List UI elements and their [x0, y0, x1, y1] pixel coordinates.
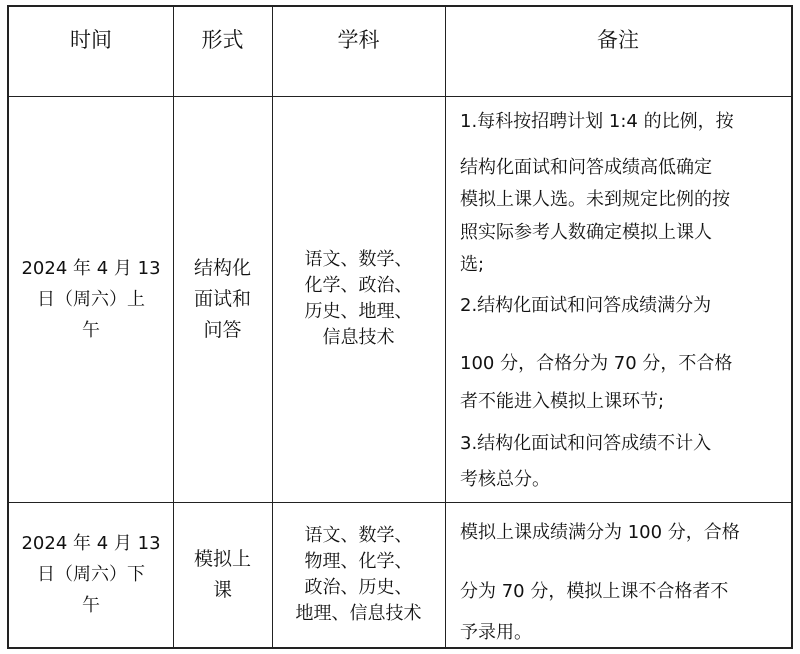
row1-date-line: 日（周六）上: [37, 288, 145, 310]
row2-subject-line: 地理、信息技术: [295, 602, 422, 624]
row1-date-cell: [9, 96, 173, 502]
row2-date-line: 日（周六）下: [37, 564, 145, 585]
row1-remark-cell: [445, 96, 791, 502]
row2-format-line: 课: [212, 578, 232, 601]
header-subject-label: 学科: [337, 27, 380, 52]
row1-subject-line: 语文、数学、: [304, 249, 413, 270]
row2-remark-cell: [445, 502, 791, 647]
schedule-table: [7, 5, 793, 649]
row1-format-line: 面试和: [193, 287, 251, 310]
row2-remark-line: 予录用。: [460, 622, 532, 643]
row2-remark-line: 分为 70 分，模拟上课不合格者不: [460, 581, 729, 602]
row1-remark-line: 模拟上课人选。未到规定比例的按: [460, 189, 730, 210]
row2-subject-line: 政治、历史、: [304, 576, 413, 598]
row1-remark-line: 者不能进入模拟上课环节;: [460, 391, 665, 412]
row1-remark-line: 100 分，合格分为 70 分，不合格: [460, 353, 733, 374]
row2-date-cell: [9, 502, 173, 647]
header-time-label: 时间: [70, 27, 112, 52]
row1-format-cell: [173, 96, 272, 502]
row1-subject-cell: [272, 96, 445, 502]
header-remark: [445, 7, 791, 96]
header-time: [9, 7, 173, 96]
row2-subject-cell: [272, 502, 445, 647]
row2-date-line: 午: [82, 595, 100, 616]
header-remark-label: 备注: [597, 27, 639, 52]
row1-subject-line: 信息技术: [322, 327, 395, 348]
row1-remark-line: 2.结构化面试和问答成绩满分为: [460, 295, 712, 316]
row1-subject-line: 化学、政治、: [304, 275, 413, 296]
row1-remark-line: 考核总分。: [460, 469, 550, 490]
header-subject: [272, 7, 445, 96]
row1-date-line: 午: [82, 319, 100, 341]
row2-subject-line: 语文、数学、: [304, 524, 413, 546]
row1-remark-line: 照实际参考人数确定模拟上课人: [460, 222, 712, 243]
row2-format-cell: [173, 502, 272, 647]
header-format: [173, 7, 272, 96]
row1-format-line: 结构化: [193, 256, 251, 279]
row2-remark-line: 模拟上课成绩满分为 100 分，合格: [460, 522, 740, 543]
row1-remark-line: 3.结构化面试和问答成绩不计入: [460, 433, 712, 454]
row1-date-line: 2024 年 4 月 13: [21, 257, 161, 279]
row1-remark-line: 结构化面试和问答成绩高低确定: [460, 157, 712, 178]
row2-date-line: 2024 年 4 月 13: [21, 533, 161, 554]
header-format-label: 形式: [201, 27, 244, 52]
row2-format-line: 模拟上: [193, 547, 251, 570]
row2-subject-line: 物理、化学、: [304, 550, 413, 572]
row1-format-line: 问答: [203, 318, 242, 341]
row1-remark-line: 1.每科按招聘计划 1:4 的比例，按: [460, 111, 734, 132]
row1-subject-line: 历史、地理、: [304, 301, 413, 322]
row1-remark-line: 选;: [460, 254, 485, 275]
